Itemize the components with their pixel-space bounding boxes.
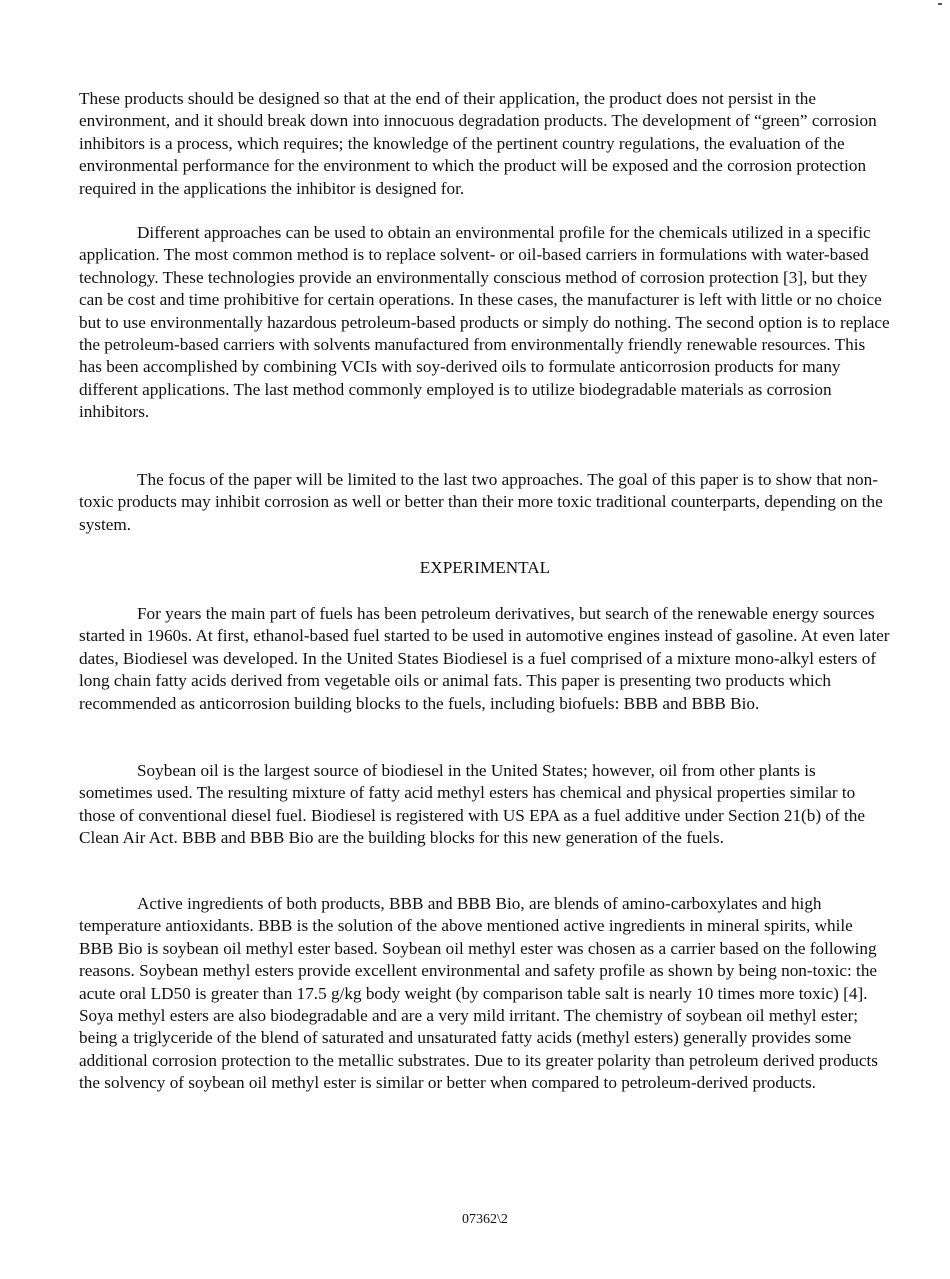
paragraph-fuels-history: For years the main part of fuels has been petroleum derivatives, but search of the renewable energy sources started in 1960s. At first, ethanol-based fuel started to be used in automotive engines instead of gasoline. At even later dates, Biodiesel was developed. In the United States Biodiesel is a fuel comprised of a mixture mono-alkyl esters of long chain fatty acids derived from vegetable oils or animal fats. This paper is presenting two products which recommended as anticorrosion building blocks to the fuels, including biofuels: BBB and BBB Bio. xyxy=(79,604,890,713)
paragraph-green-inhibitors: These products should be designed so that at the end of their application, the product does not persist in the environment, and it should break down into innocuous degradation products. The development of “green” corrosion inhibitors is a process, which requires; the knowledge of the pertinent country regulations, the evaluation of the environmental performance for the environment to which the product will be exposed and the corrosion protection required in the applications the inhibitor is designed for. xyxy=(79,89,877,198)
section-heading-experimental: EXPERIMENTAL xyxy=(419,558,551,577)
paragraph-focus: The focus of the paper will be limited to the last two approaches. The goal of this paper is to show that non-toxic products may inhibit corrosion as well or better than their more toxic traditional counterparts, depending on the system. xyxy=(79,470,883,534)
scan-speck xyxy=(938,3,942,5)
paragraph-active-ingredients: Active ingredients of both products, BBB and BBB Bio, are blends of amino-carboxylates and high temperature antioxidants. BBB is the solution of the above mentioned active ingredients in mineral spirits, while BBB Bio is soybean oil methyl ester based. Soybean oil methyl ester was chosen as a carrier based on the following reasons. Soybean methyl esters provide excellent environmental and safety profile as shown by being non-toxic: the acute oral LD50 is greater than 17.5 g/kg body weight (by comparison table salt is nearly 10 times more toxic) [4]. Soya methyl esters are also biodegradable and are a very mild irritant. The chemistry of soybean oil methyl ester; being a triglyceride of the blend of saturated and unsaturated fatty acids (methyl esters) generally provides some additional corrosion protection to the metallic substrates. Due to its greater polarity than petroleum derived products the solvency of soybean oil methyl ester is similar or better when compared to petroleum-derived products. xyxy=(79,894,878,1093)
paragraph-approaches: Different approaches can be used to obtain an environmental profile for the chemicals utilized in a specific application. The most common method is to replace solvent- or oil-based carriers in formulations with water-based technology. These technologies provide an environmentally conscious method of corrosion protection [3], but they can be cost and time prohibitive for certain operations. In these cases, the manufacturer is left with little or no choice but to use environmentally hazardous petroleum-based products or simply do nothing. The second option is to replace the petroleum-based carriers with solvents manufactured from environmentally friendly renewable resources. This has been accomplished by combining VCIs with soy-derived oils to formulate anticorrosion products for many different applications. The last method commonly employed is to utilize biodegradable materials as corrosion inhibitors. xyxy=(79,223,890,422)
paragraph-soybean-oil: Soybean oil is the largest source of biodiesel in the United States; however, oil from other plants is sometimes used. The resulting mixture of fatty acid methyl esters has chemical and physical properties similar to those of conventional diesel fuel. Biodiesel is registered with US EPA as a fuel additive under Section 21(b) of the Clean Air Act. BBB and BBB Bio are the building blocks for this new generation of the fuels. xyxy=(79,761,865,848)
document-number: 07362\2 xyxy=(462,1212,508,1227)
